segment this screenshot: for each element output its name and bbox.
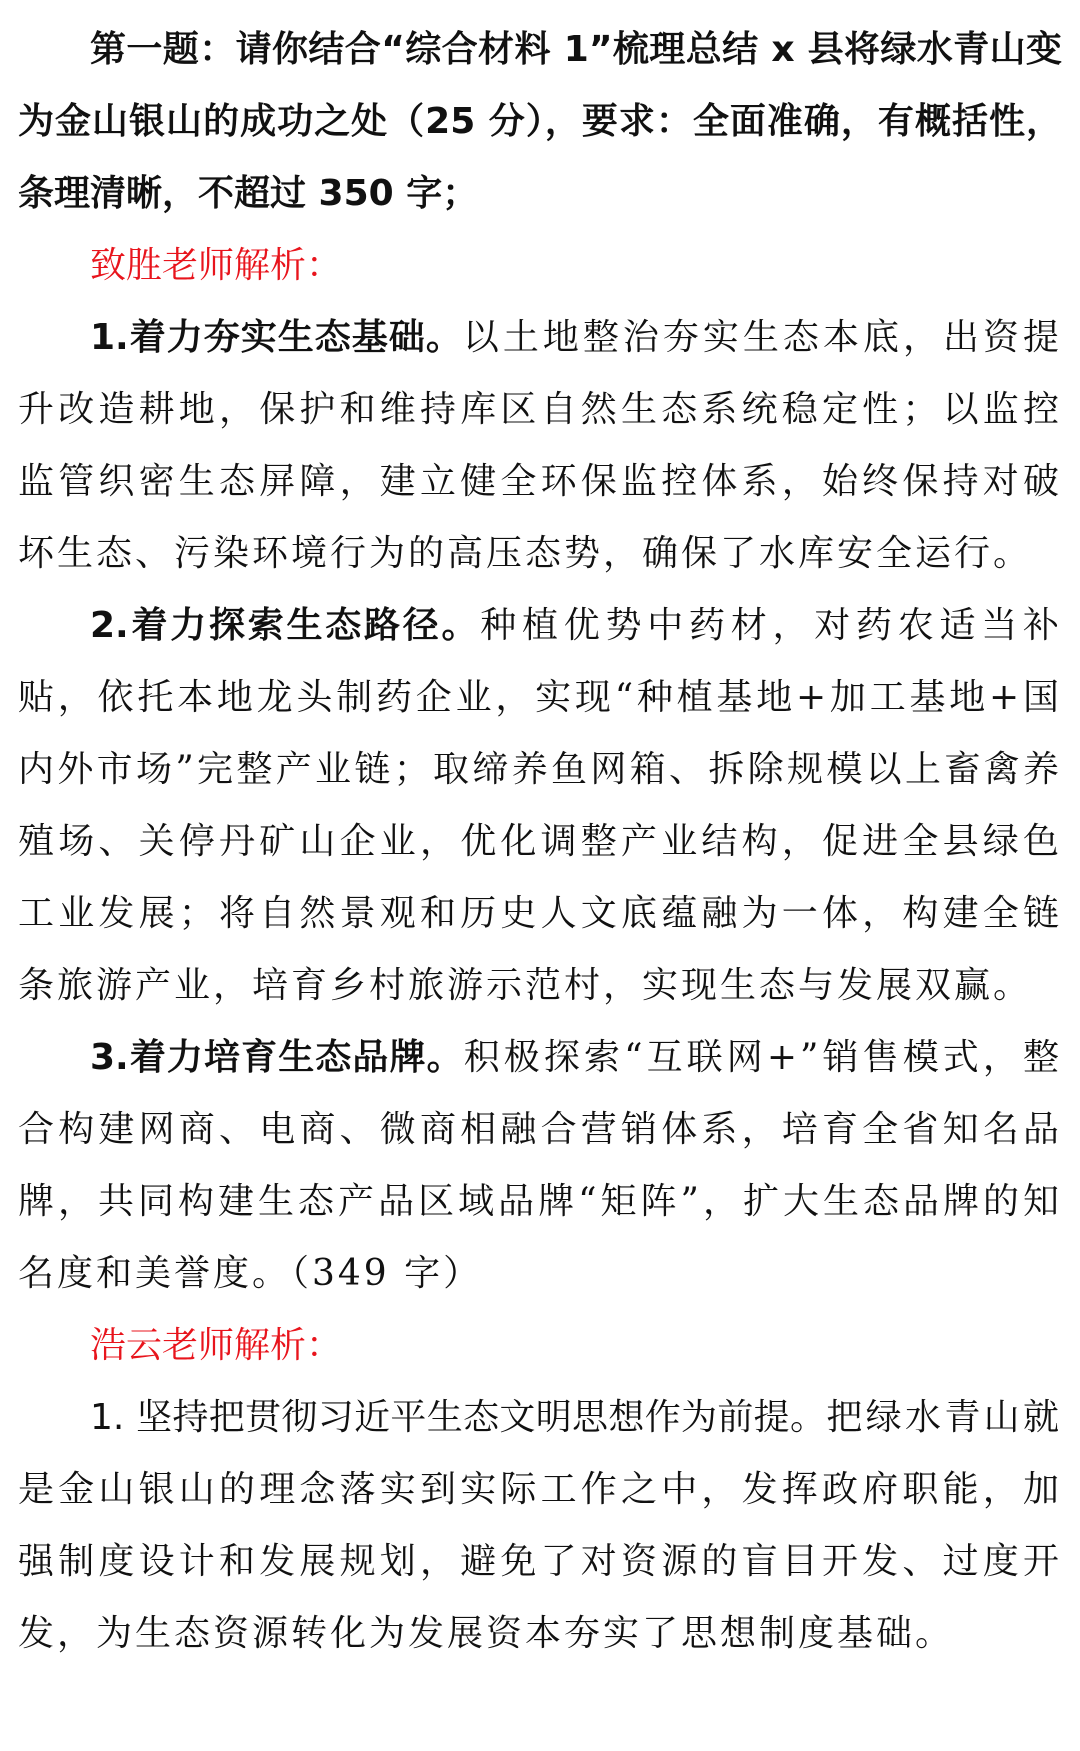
analysis2-point-1 <box>18 1382 1062 1670</box>
analysis-heading-zhisheng: 致胜老师解析： <box>90 245 343 286</box>
point-lead: 1. 坚持把贯彻习近平生态文明思想作为前提。 <box>90 1397 827 1438</box>
analysis-point-1 <box>18 302 1062 590</box>
point-text: 积极探索“互联网+”销售模式，整合构建网商、电商、微商相融合营销体系，培育全省知名品牌，共同构建生态产品区域品牌“矩阵”，扩大生态品牌的知名度和美誉度。（349 字） <box>18 1037 1062 1294</box>
question-text: 第一题：请你结合“综合材料 1”梳理总结 x 县将绿水青山变为金山银山的成功之处（25 分），要求：全面准确，有概括性，条理清晰，不超过 350 字； <box>18 29 1062 214</box>
point-text: 以土地整治夯实生态本底，出资提升改造耕地，保护和维持库区自然生态系统稳定性；以监控监管织密生态屏障，建立健全环保监控体系，始终保持对破坏生态、污染环境行为的高压态势，确保了水库安全运行。 <box>18 317 1062 574</box>
point-text: 把绿水青山就是金山银山的理念落实到实际工作之中，发挥政府职能，加强制度设计和发展规划，避免了对资源的盲目开发、过度开发，为生态资源转化为发展资本夯实了思想制度基础。 <box>18 1397 1062 1654</box>
analysis-point-3 <box>18 1022 1062 1310</box>
point-lead: 3.着力培育生态品牌。 <box>90 1037 464 1078</box>
analysis-heading-haoyun: 浩云老师解析： <box>90 1325 343 1366</box>
point-text: 种植优势中药材，对药农适当补贴，依托本地龙头制药企业，实现“种植基地+加工基地+国内外市场”完整产业链；取缔养鱼网箱、拆除规模以上畜禽养殖场、关停丹矿山企业，优化调整产业结构，促进全县绿色工业发展；将自然景观和历史人文底蕴融为一体，构建全链条旅游产业，培育乡村旅游示范村，实现生态与发展双赢。 <box>18 605 1062 1006</box>
analysis-point-2 <box>18 590 1062 1022</box>
point-lead: 2.着力探索生态路径。 <box>90 605 481 646</box>
point-lead: 1.着力夯实生态基础。 <box>90 317 463 358</box>
